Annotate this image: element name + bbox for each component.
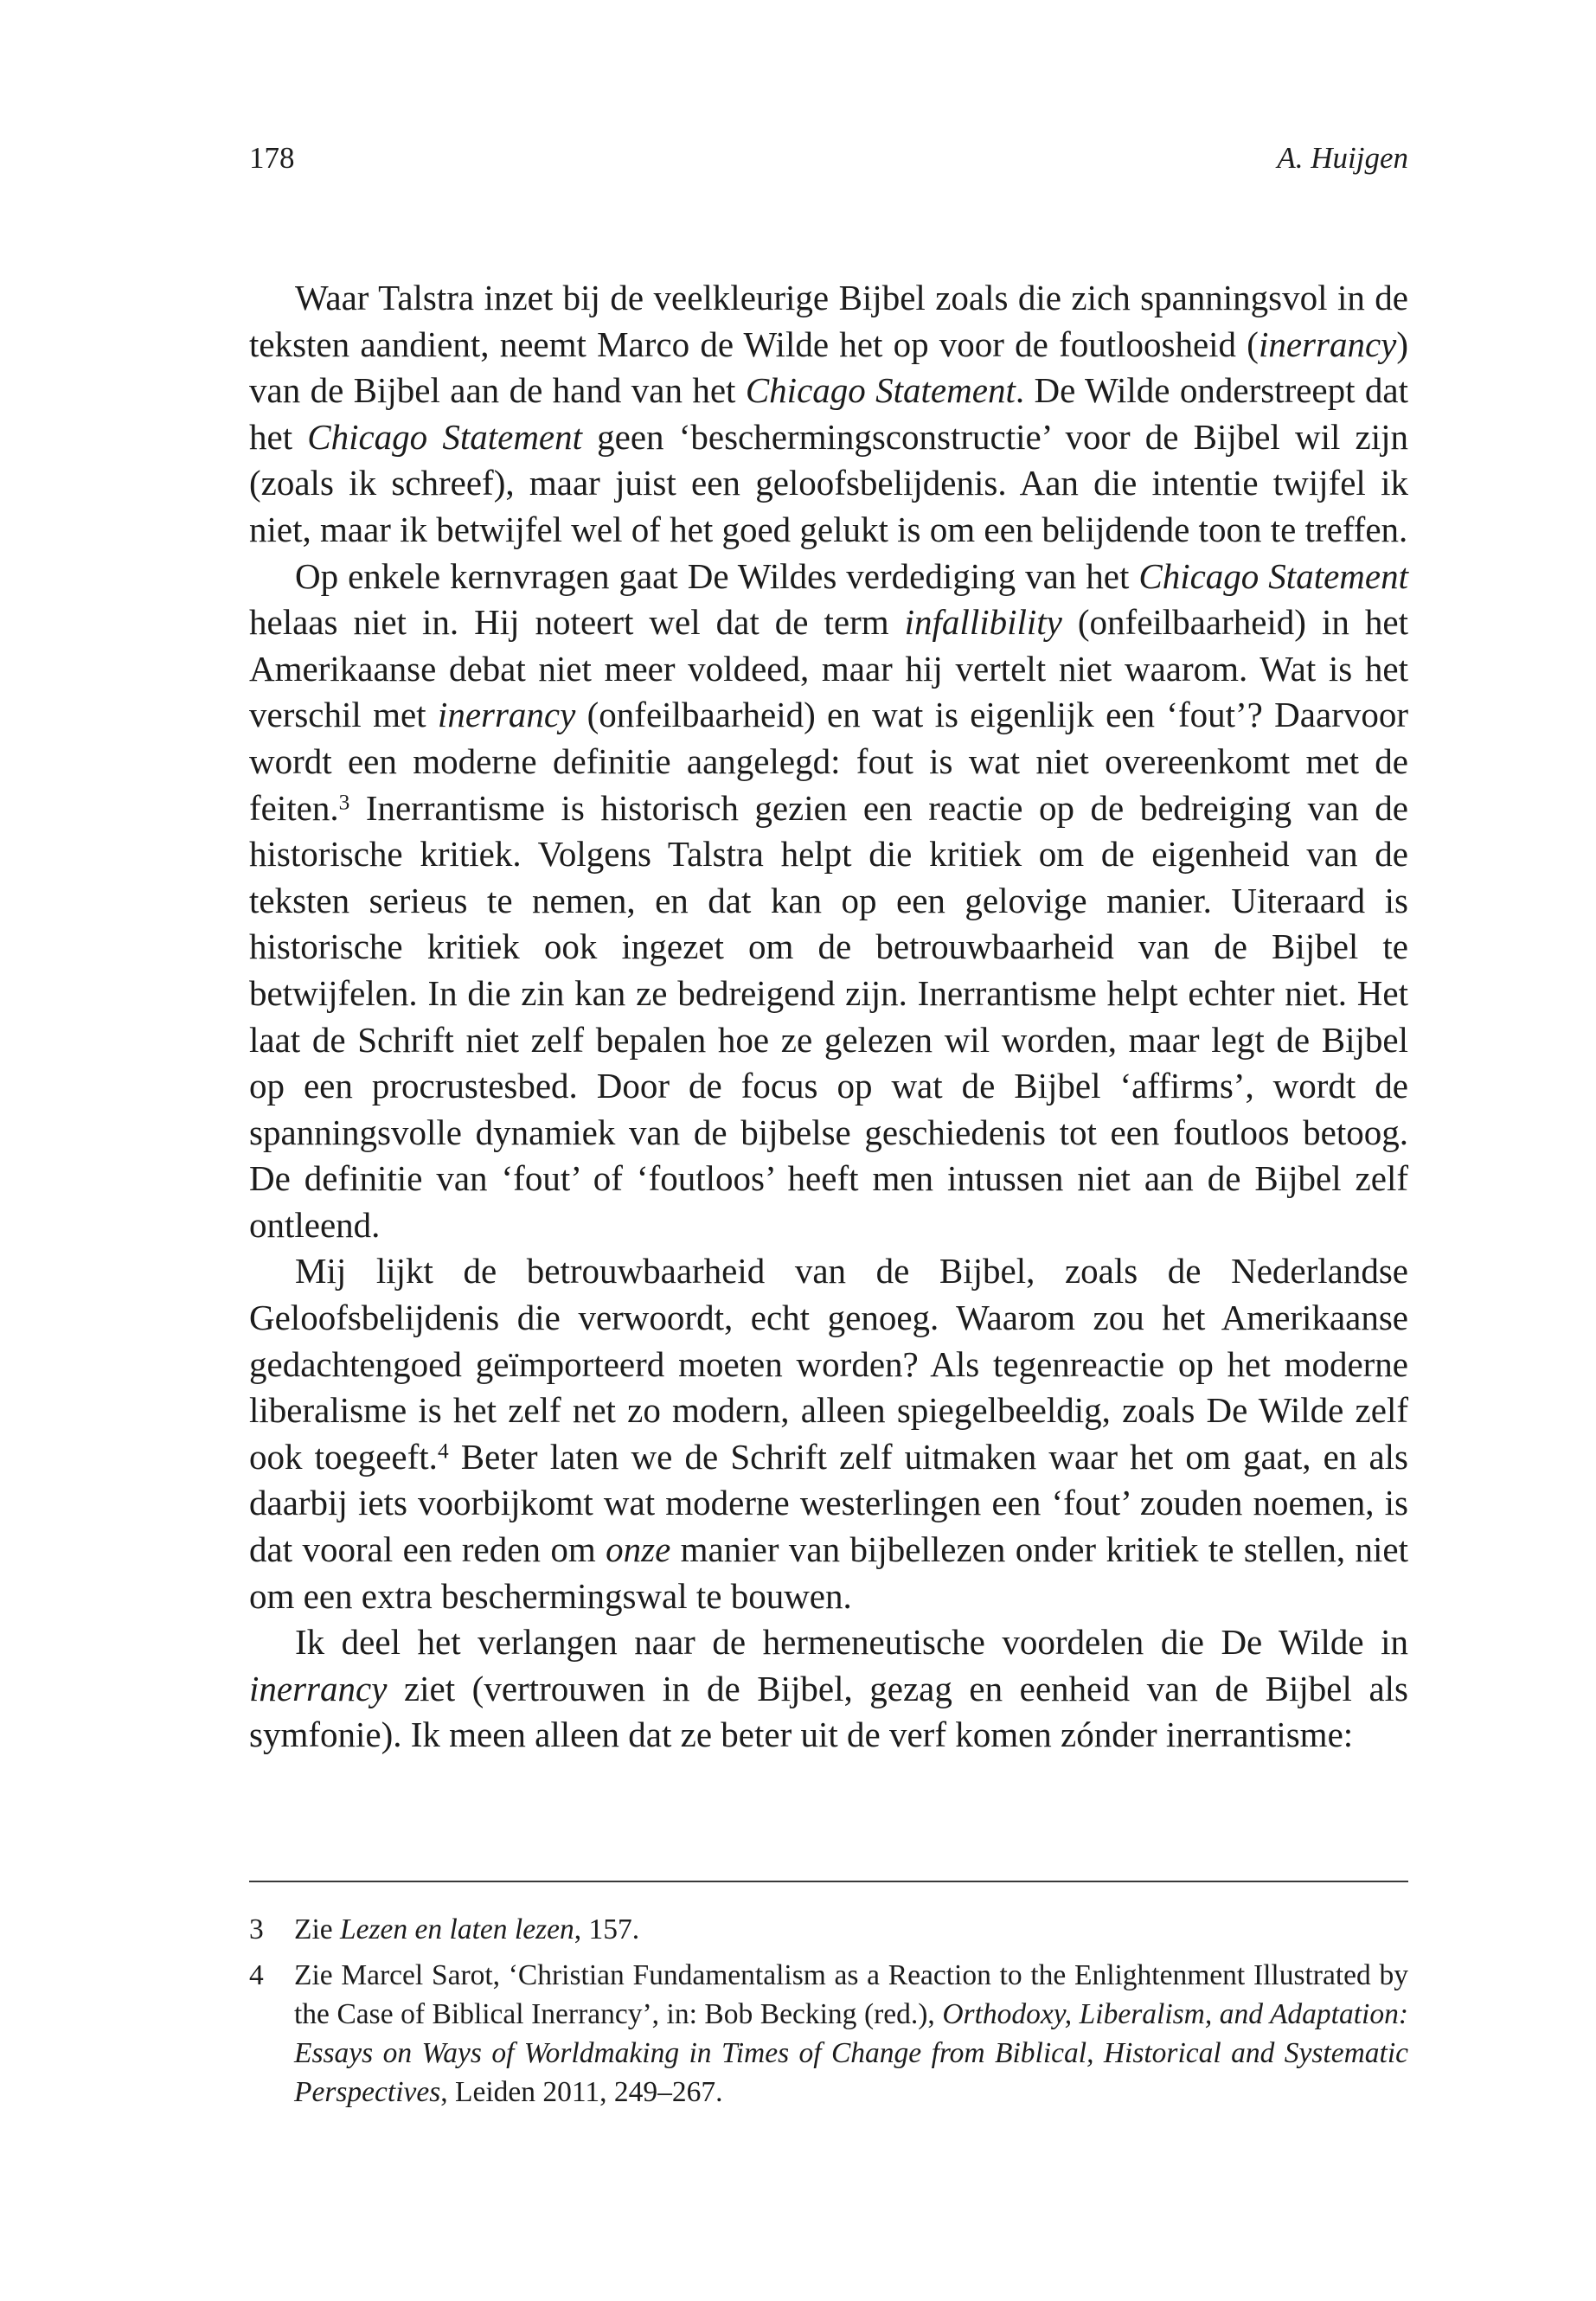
footnote-number: 3 (249, 1913, 264, 1945)
body-text (249, 275, 1408, 1759)
text-run: ziet (vertrouwen in de Bijbel, gezag en eenheid van de Bijbel als symfonie). Ik meen alleen dat ze beter uit de verf komen zónder inerrantisme: (249, 1668, 1408, 1755)
footnote-text (294, 1913, 639, 1945)
italic-text: inerrancy (1258, 324, 1397, 364)
footnote-reference: 4 (437, 1439, 449, 1464)
footnote-text (294, 1959, 1408, 2108)
italic-text: Chicago Statement (307, 416, 583, 457)
running-author: A. Huijgen (1277, 141, 1408, 175)
footnote (249, 1910, 1408, 1949)
paragraph (249, 554, 1408, 1249)
text-run: Zie Marcel Sarot, ‘Christian Fundamentalism as a Reaction to the Enlightenment Illustrated by the Case of Biblical Inerrancy’, in: Bob Becking (red.), (294, 1959, 1408, 2030)
text-run: ) van de Bijbel aan de hand van het (249, 324, 1408, 411)
italic-text: Chicago Statement (1138, 555, 1408, 596)
text-run: Ik deel het verlangen naar de hermeneutische voordelen die De Wilde in (295, 1622, 1408, 1663)
paragraph (249, 1619, 1408, 1759)
text-run: Mij lijkt de betrouwbaarheid van de Bijbel, zoals de Nederlandse Geloofsbelijdenis die verwoordt, echt genoeg. Waarom zou het Amerikaanse gedachtengoed geïmporteerd moeten worden? Als tegenreactie op het moderne liberalisme is het zelf net zo modern, alleen spiegelbeeldig, zoals De Wilde zelf ook toegeeft. (249, 1251, 1408, 1477)
text-run: Zie (294, 1913, 341, 1945)
text-run: , 157. (574, 1913, 640, 1945)
paragraph (249, 275, 1408, 554)
running-header (249, 137, 1408, 180)
text-run: , Leiden 2011, 249–267. (440, 2076, 723, 2108)
page-number: 178 (249, 141, 295, 175)
italic-text: onze (606, 1529, 671, 1570)
italic-text: Lezen en laten lezen (340, 1913, 574, 1945)
text-run: helaas niet in. Hij noteert wel dat de term (249, 602, 905, 643)
italic-text: inerrancy (437, 695, 576, 735)
italic-text: infallibility (904, 602, 1062, 643)
footnote-divider (249, 1881, 1408, 1882)
footnote (249, 1956, 1408, 2112)
footnote-reference: 3 (338, 789, 350, 814)
text-run: (onfeilbaarheid) in het Amerikaanse debat niet meer voldeed, maar hij vertelt niet waarom. Wat is het verschil met (249, 602, 1408, 735)
text-run: Waar Talstra inzet bij de veelkleurige Bijbel zoals die zich spanningsvol in de teksten aandient, neemt Marco de Wilde het op voor de foutloosheid ( (249, 278, 1408, 364)
footnotes (249, 1910, 1408, 2118)
italic-text: inerrancy (249, 1668, 388, 1708)
text-run: Beter laten we de Schrift zelf uitmaken waar het om gaat, en als daarbij iets voorbijkomt wat moderne westerlingen een ‘fout’ zouden noemen, is dat vooral een reden om (249, 1436, 1409, 1570)
text-run: . De Wilde onderstreept dat het (249, 370, 1408, 457)
text-run: manier van bijbellezen onder kritiek te stellen, niet om een extra beschermingswal te bouwen. (249, 1529, 1408, 1616)
text-run: (onfeilbaarheid) en wat is eigenlijk een ‘fout’? Daarvoor wordt een moderne definitie aangelegd: fout is wat niet overeenkomt met de feiten. (249, 695, 1408, 828)
paragraph (249, 1248, 1408, 1619)
italic-text: Orthodoxy, Liberalism, and Adaptation: Essays on Ways of Worldmaking in Times of Change from Biblical, Historical and Systematic Perspectives (294, 1998, 1408, 2108)
text-run: geen ‘beschermingsconstructie’ voor de Bijbel wil zijn (zoals ik schreef), maar juist een geloofsbelijdenis. Aan die intentie twijfel ik niet, maar ik betwijfel wel of het goed gelukt is om een belijdende toon te treffen. (249, 416, 1408, 549)
text-run: Inerrantisme is historisch gezien een reactie op de bedreiging van de historische kritiek. Volgens Talstra helpt die kritiek om de eigenheid van de teksten serieus te nemen, en dat kan op een gelovige manier. Uiteraard is historische kritiek ook ingezet om de betrouwbaarheid van de Bijbel te betwijfelen. In die zin kan ze bedreigend zijn. Inerrantisme helpt echter niet. Het laat de Schrift niet zelf bepalen hoe ze gelezen wil worden, maar legt de Bijbel op een procrustesbed. Door de focus op wat de Bijbel ‘affirms’, wordt de spanningsvolle dynamiek van de bijbelse geschiedenis tot een foutloos betoog. De definitie van ‘fout’ of ‘foutloos’ heeft men intussen niet aan de Bijbel zelf ontleend. (249, 787, 1408, 1245)
footnote-number: 4 (249, 1959, 264, 1991)
text-run: Op enkele kernvragen gaat De Wildes verdediging van het (295, 555, 1139, 596)
italic-text: Chicago Statement (745, 370, 1016, 411)
